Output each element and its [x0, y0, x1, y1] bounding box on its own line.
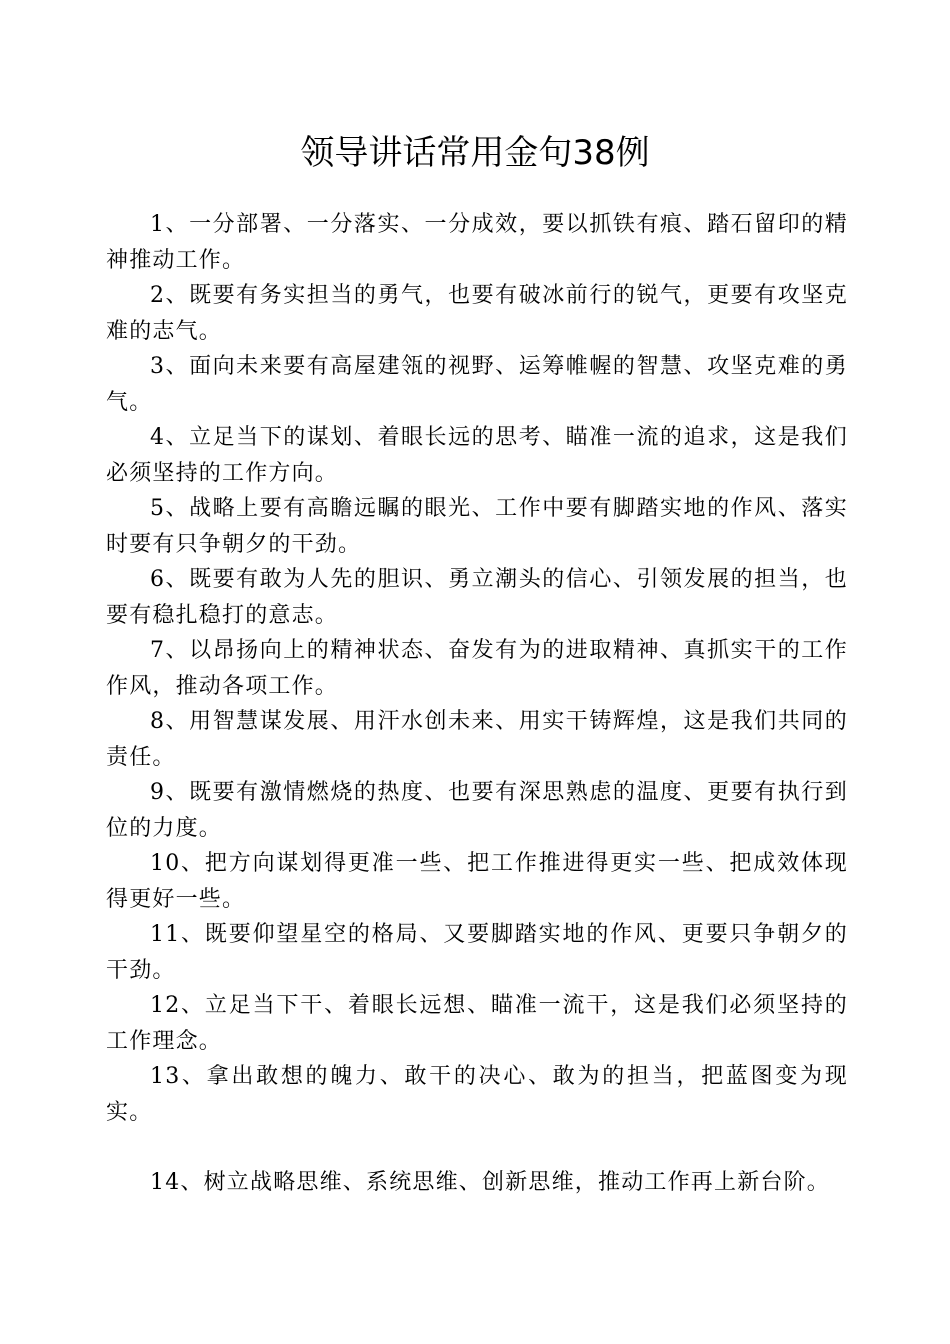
list-item: 3、面向未来要有高屋建瓴的视野、运筹帷幄的智慧、攻坚克难的勇气。 — [106, 354, 848, 415]
list-item: 14、树立战略思维、系统思维、创新思维，推动工作再上新台阶。 — [150, 1170, 830, 1195]
list-item: 9、既要有激情燃烧的热度、也要有深思熟虑的温度、更要有执行到位的力度。 — [106, 780, 848, 841]
list-item: 11、既要仰望星空的格局、又要脚踏实地的作风、更要只争朝夕的干劲。 — [106, 922, 848, 983]
list-item: 1、一分部署、一分落实、一分成效，要以抓铁有痕、踏石留印的精神推动工作。 — [106, 212, 848, 273]
list-item: 12、立足当下干、着眼长远想、瞄准一流干，这是我们必须坚持的工作理念。 — [106, 993, 848, 1054]
document-body — [106, 207, 848, 1201]
list-item: 5、战略上要有高瞻远瞩的眼光、工作中要有脚踏实地的作风、落实时要有只争朝夕的干劲。 — [106, 496, 848, 557]
document-title: 领导讲话常用金句38例 — [300, 133, 650, 173]
list-item: 2、既要有务实担当的勇气，也要有破冰前行的锐气，更要有攻坚克难的志气。 — [106, 283, 848, 344]
list-item: 8、用智慧谋发展、用汗水创未来、用实干铸辉煌，这是我们共同的责任。 — [106, 709, 848, 770]
list-item: 6、既要有敢为人先的胆识、勇立潮头的信心、引领发展的担当，也要有稳扎稳打的意志。 — [106, 567, 848, 628]
list-item: 4、立足当下的谋划、着眼长远的思考、瞄准一流的追求，这是我们必须坚持的工作方向。 — [106, 425, 848, 486]
list-item: 10、把方向谋划得更准一些、把工作推进得更实一些、把成效体现得更好一些。 — [106, 851, 848, 912]
list-item: 13、拿出敢想的魄力、敢干的决心、敢为的担当，把蓝图变为现实。 — [106, 1064, 848, 1125]
list-item: 7、以昂扬向上的精神状态、奋发有为的进取精神、真抓实干的工作作风，推动各项工作。 — [106, 638, 848, 699]
